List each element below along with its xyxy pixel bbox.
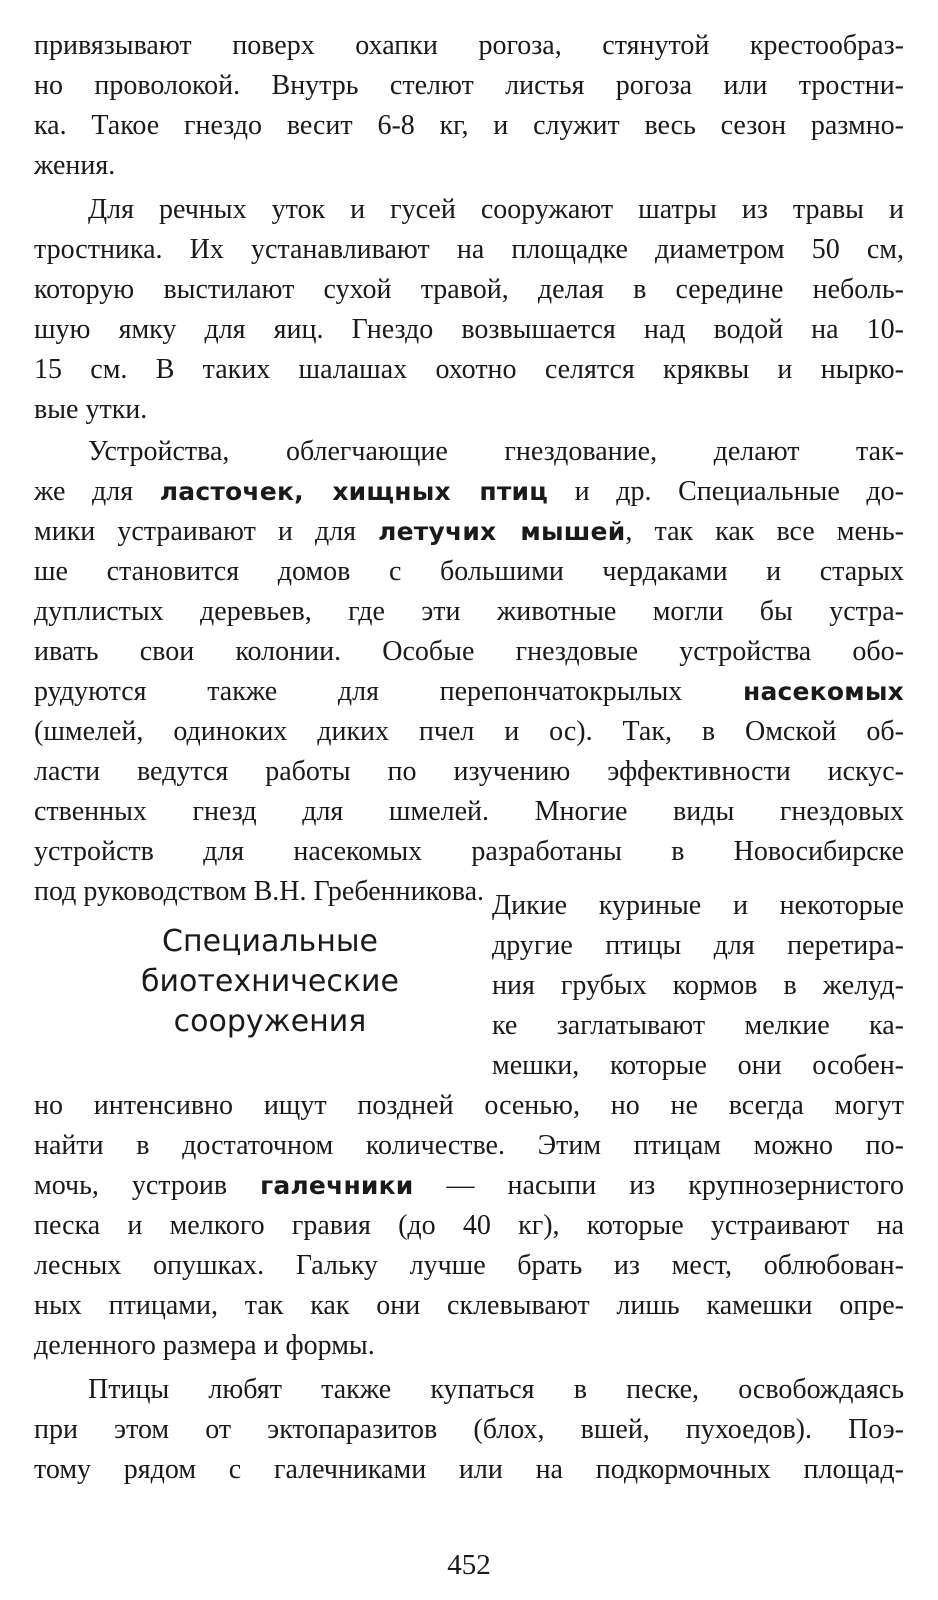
text-line: лесных опушках. Гальку лучше брать из мест, облюбован-	[34, 1250, 904, 1281]
text-line: ных птицами, так как они склевывают лишь камешки опре-	[34, 1290, 904, 1321]
text-line: рудуются также для перепончатокрылых насекомых	[34, 676, 904, 707]
text-line: дуплистых деревьев, где эти животные могли бы устра-	[34, 596, 904, 627]
text-line: но проволокой. Внутрь стелют листья рогоза или тростни-	[34, 70, 904, 101]
section-heading-line: биотехнические	[141, 964, 399, 999]
text-line: (шмелей, одиноких диких пчел и ос). Так, в Омской об-	[34, 716, 904, 747]
text-line: мочь, устроив галечники — насыпи из крупнозернистого	[34, 1170, 904, 1201]
text-line: тому рядом с галечниками или на подкормочных площад-	[34, 1454, 904, 1485]
text-line: привязывают поверх охапки рогоза, стянутой крестообраз-	[34, 30, 904, 61]
text-line: устройств для насекомых разработаны в Новосибирске	[34, 836, 904, 867]
bold-term: летучих мышей	[378, 517, 626, 546]
text-line: 15 см. В таких шалашах охотно селятся кряквы и нырко-	[34, 354, 904, 385]
bold-term: ласточек, хищных птиц	[159, 477, 548, 506]
page-number: 452	[447, 1549, 491, 1581]
section-heading-line: сооружения	[173, 1004, 367, 1039]
text-line: найти в достаточном количестве. Этим птицам можно по-	[34, 1130, 904, 1161]
text-line: деленного размера и формы.	[34, 1330, 375, 1361]
text-line: ка. Такое гнездо весит 6-8 кг, и служит весь сезон размно-	[34, 110, 904, 141]
text-line: мешки, которые они особен-	[492, 1050, 904, 1081]
text-line: но интенсивно ищут поздней осенью, но не всегда могут	[34, 1090, 904, 1121]
text-line: тростника. Их устанавливают на площадке диаметром 50 см,	[34, 234, 904, 265]
section-heading	[90, 922, 450, 1042]
bold-term: насекомых	[742, 677, 904, 706]
text-line: шую ямку для яиц. Гнездо возвышается над водой на 10-	[34, 314, 904, 345]
text-line: Устройства, облегчающие гнездование, делают так-	[88, 436, 904, 467]
text-line: Дикие куриные и некоторые	[492, 890, 904, 921]
text-line: при этом от эктопаразитов (блох, вшей, пухоедов). Поэ-	[34, 1414, 904, 1445]
text-line: ния грубых кормов в желуд-	[492, 970, 904, 1001]
text-line: ственных гнезд для шмелей. Многие виды гнездовых	[34, 796, 904, 827]
bold-term: галечники	[260, 1171, 414, 1200]
text-line: Птицы любят также купаться в песке, освобождаясь	[88, 1374, 904, 1405]
text-line: же для ласточек, хищных птиц и др. Специальные до-	[34, 476, 904, 507]
section-heading-line: Специальные	[162, 924, 378, 959]
text-line: ивать свои колонии. Особые гнездовые устройства обо-	[34, 636, 904, 667]
text-line: другие птицы для перетира-	[492, 930, 904, 961]
text-line: ласти ведутся работы по изучению эффективности искус-	[34, 756, 904, 787]
text-line: мики устраивают и для летучих мышей, так как все мень-	[34, 516, 904, 547]
text-line: Для речных уток и гусей сооружают шатры из травы и	[88, 194, 904, 225]
text-line: жения.	[34, 150, 116, 181]
text-line: под руководством В.Н. Гребенникова.	[34, 876, 485, 907]
text-line: ке заглатывают мелкие ка-	[492, 1010, 904, 1041]
text-line: ше становится домов с большими чердаками и старых	[34, 556, 904, 587]
text-line: песка и мелкого гравия (до 40 кг), которые устраивают на	[34, 1210, 904, 1241]
text-line: которую выстилают сухой травой, делая в середине неболь-	[34, 274, 904, 305]
text-line: вые утки.	[34, 394, 148, 425]
